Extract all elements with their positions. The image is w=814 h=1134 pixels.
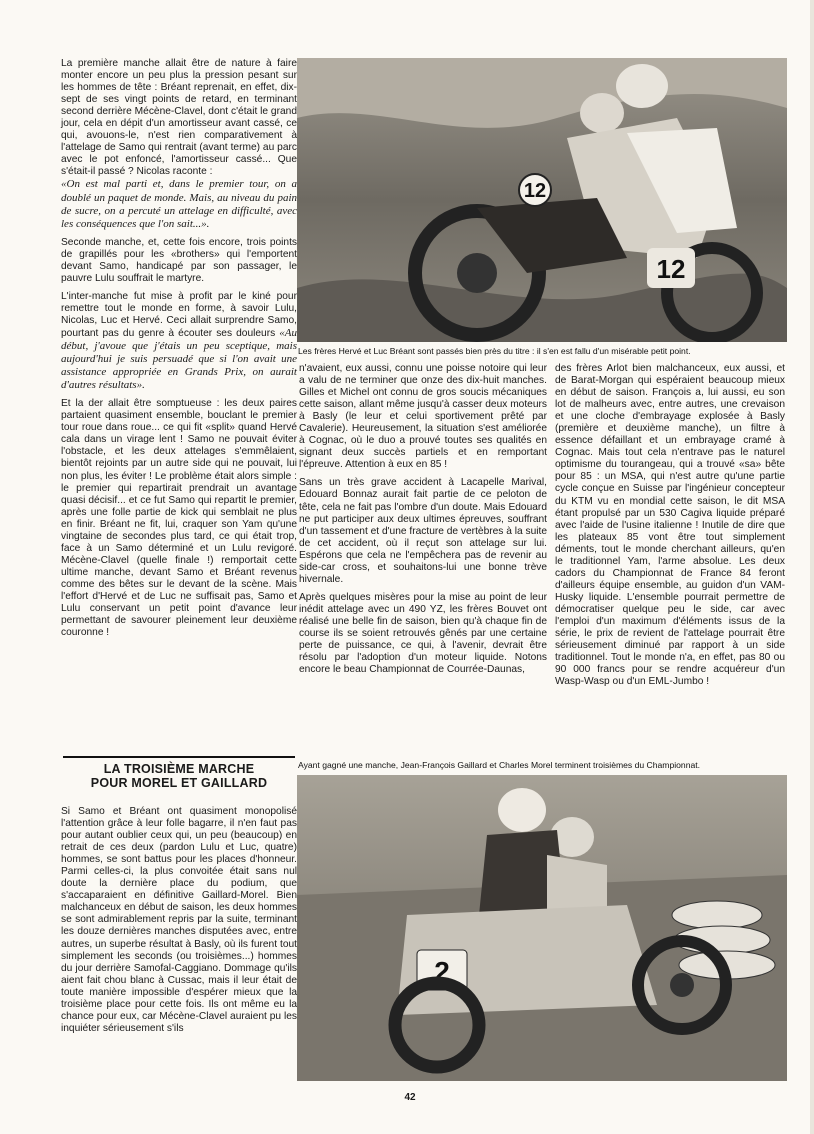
page-number: 42 — [404, 1092, 416, 1103]
photo-caption: Ayant gagné une manche, Jean-François Gaillard et Charles Morel terminent troisièmes du Championnat. — [298, 760, 701, 770]
paragraph-text: L'inter-manche fut mise à profit par le kiné pour remettre tout le monde en forme, à savoir Lulu, Nicolas, Luc et Hervé. Ceci allait surprendre Samo, pourtant pas du genre à écouter ses douleurs — [61, 290, 297, 339]
page-edge — [810, 0, 814, 1134]
paragraph: Sans un très grave accident à Lacapelle Marival, Edouard Bonnaz aurait fait partie de ce peloton de tête, cela ne fait pas l'ombre d'un doute. Mais Edouard ne put participer aux deux ultimes épreuves, souffrant d'un tassement et d'une fracture de vertèbres à la suite de cet accident, où il reçut son attelage sur lui. Espérons que cela ne l'empêchera pas de revenir au side-car cross, et souhaitons-lui une bonne trève hivernale. — [299, 477, 547, 585]
quote: «On est mal parti et, dans le premier tour, on a doublé un paquet de monde. Mais, au niveau du pain de sucre, on a percuté un attelage en difficulté, avec les conséquences que l'on sait...». — [61, 178, 297, 230]
sidecar-photo-gaillard-morel — [297, 775, 787, 1081]
section-heading — [61, 762, 297, 790]
article-column-2 — [299, 363, 547, 682]
paragraph — [61, 291, 297, 392]
paragraph: Seconde manche, et, cette fois encore, trois points de grapillés pour les «brothers» qui l'emportent devant Samo, handicapé par son passager, le pauvre Lulu souffrait le martyre. — [61, 236, 297, 284]
article-column-1 — [61, 58, 297, 645]
paragraph: Et la der allait être somptueuse : les deux paires partaient quasiment ensemble, bouclant le premier tour roue dans roue... ce qui fit «split» quand Hervé cala dans un virage lent ! Samo ne pouvait éviter l'obstacle, et les deux attelages s'emmêlaient, bientôt rejoints par un autre side qui ne pouvait, lui non plus, les éviter ! Le problème était alors simple : le premier qui repartirait prendrait un avantage quasi décisif... et ce fut Samo qui repartit le premier, après une folle partie de kick qui semblait ne plus en finir. Bréant ne fit, lui, craquer son Yam qu'une vingtaine de secondes plus tard, ce qui était trop, face à un Samo déterminé et un Lulu revigoré. Mécène-Clavel (quelle finale !) remportait cette ultime manche, devant Samo et Bréant revenus comme des bêtes sur le devant de la scène. Mais l'effort d'Hervé et de Luc ne suffisait pas, Samo et Lulu conservant un petit point d'avance leur permettant de savourer pleinement leur deuxième couronne ! — [61, 398, 297, 639]
number-plate: 12 — [523, 180, 547, 202]
paragraph: Si Samo et Bréant ont quasiment monopolisé l'attention grâce à leur folle bagarre, il n'en faut pas pour autant oublier ceux qui, un peu (beaucoup) en retrait de ces deux (pardon Lulu et Luc, quatre) hommes, se sont battus pour les places d'honneur. Parmi celles-ci, la plus convoitée était sans nul doute la dernière place du podium, que s'accaparaient en définitive Gaillard-Morel. Bien malchanceux en début de saison, les deux hommes se sont admirablement repris par la suite, terminant les douze dernières manches disputées avec, entre autres, un superbe résultat à Basly, où ils furent tout simplement les seconds (ou troisièmes...) hommes du jour derrière Samofal-Caggiano. Dommage qu'ils aient fait chou blanc à Cussac, mais il leur était de toute manière impossible d'espérer mieux que la troisième place pour cette fois. Ils ont même eu la chance pour eux, car Mécène-Clavel auraient pu les inquiéter sérieusement s'ils — [61, 806, 297, 1034]
section-divider — [63, 756, 295, 758]
number-plate: 2 — [434, 956, 450, 987]
paragraph: des frères Arlot bien malchanceux, eux aussi, et de Barat-Morgan qui espéraient beaucoup mieux en début de saison. François a, lui aussi, eu son lot de malheurs avec, entre autres, une crevaison et une cloche d'embrayage explosée à Basly (première et deuxième manche), un filtre à essence défaillant et un embrayage cramé à Cognac. Mais tout cela n'entrave pas le naturel optimisme du tourangeau, qui a trouvé «sa» bête pour 85 : un MSA, qui n'est autre qu'une partie cycle conçue en Suisse par l'ingénieur concepteur du KTM vu en mondial cette saison, le dit MSA étant propulsé par un 530 Cagiva liquide préparé avec l'aide de l'usine italienne ! Inutile de dire que les plateaux 85 vont être tout simplement déments, tout le monde cherchant ailleurs, qu'en le traditionnel Yam, l'arme absolue. Les deux cadors du Championnat de France 84 feront d'ailleurs équipe ensemble, au guidon d'un VAM-Husky liquide. L'ensemble pourrait permettre de démocratiser quelque peu le side, car avec l'emploi d'un maximum d'éléments issus de la série, le prix de revient de l'attelage pourrait être sérieusement diminué par rapport à un side traditionnel. Tout le monde n'a, en effet, pas 80 ou 90 000 francs pour se rendre acquéreur d'un Wasp-Wasp ou d'un EML-Jumbo ! — [555, 363, 785, 688]
article-column-3 — [555, 363, 785, 694]
paragraph: La première manche allait être de nature à faire monter encore un peu plus la pression pesant sur les hommes de tête : Bréant reprenait, en effet, dix-sept de ses vingt points de retard, en terminant second derrière Mécène-Clavel, dont c'était le grand jour, cela en dépit d'un amortisseur avant cassé, ce qui, avouons-le, n'est rien comparativement à l'attelage de Samo qui rentrait (avant terme) au parc avec le pot enfoncé, l'amortisseur cassé... Que s'était-il passé ? Nicolas raconte : — [61, 58, 297, 178]
paragraph: n'avaient, eux aussi, connu une poisse notoire qui leur a valu de ne terminer que onze des dix-huit manches. Gilles et Michel ont connu de gros soucis mécaniques cette saison, allant même jusqu'à casser deux moteurs à Basly (le leur et celui sportivement prêté par Cavalerie). Heureusement, la situation s'est améliorée à Cognac, où le duo a prouvé toutes ses qualités en signant deux succès partiels et en remportant l'épreuve. Attention à eux en 85 ! — [299, 363, 547, 471]
sidecar-photo-breant — [297, 58, 787, 342]
quote-paragraph — [61, 178, 297, 230]
number-plate: 12 — [656, 254, 686, 284]
quote: «Au début, j'avoue que j'étais un peu sceptique, mais aujourd'hui je suis persuadé que si l'on avait une assistance appropriée en Grands Prix, on aurait d'autres résultats». — [61, 326, 297, 392]
section-heading-line: LA TROISIÈME MARCHE — [103, 762, 255, 776]
article-column-1-lower — [61, 806, 297, 1041]
paragraph: Après quelques misères pour la mise au point de leur inédit attelage avec un 490 YZ, les frères Bouvet ont réalisé une belle fin de saison, bien qu'à chaque fin de course ils se soient retrouvés gênés par une certaine perte de puissance, ce qui, à l'avenir, devrait être résolu par l'adoption d'un moteur liquide. Notons encore le beau Championnat de Courrée-Daunas, — [299, 591, 547, 676]
photo-caption: Les frères Hervé et Luc Bréant sont passés bien près du titre : il s'en est fallu d'un misérable petit point. — [298, 346, 691, 356]
section-heading-line: POUR MOREL ET GAILLARD — [90, 776, 268, 790]
